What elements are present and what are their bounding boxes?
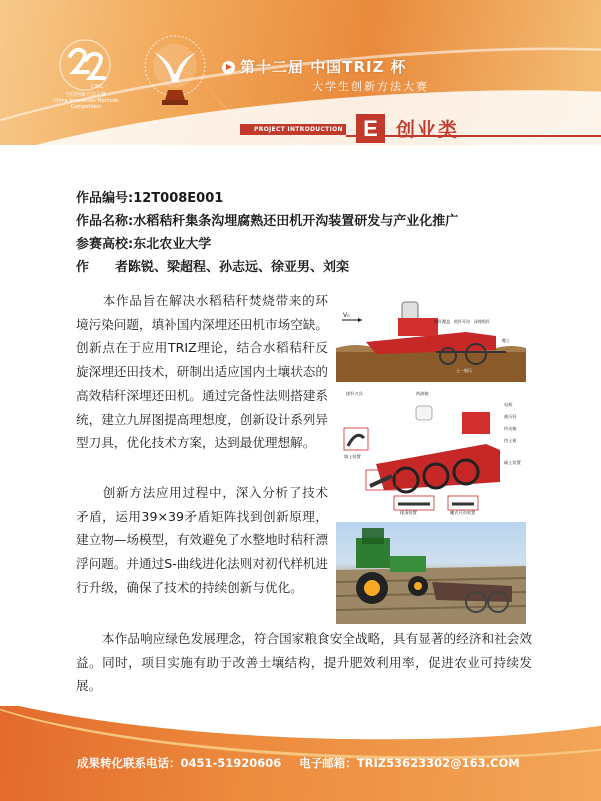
figure-component-diagram [336,386,526,516]
machine-schematic-drawing [336,292,526,382]
trophy-emblem [130,30,220,112]
author-label [76,256,134,279]
schematic-label: 秸秆覆盖 [434,319,450,324]
project-intro-bar [240,124,346,135]
email-label: 电子邮箱： [299,756,357,770]
component-label: 电瓶 [504,402,513,407]
component-label: 搓秆刀具 [346,391,363,396]
play-icon [222,61,235,74]
category-letter: E [356,114,385,143]
phone-label: 成果转化联系电话： [77,756,181,770]
project-id-label: 作品编号: [76,191,134,206]
schematic-label: 深埋秸秆 [474,319,490,324]
component-label: 排清装置 [400,510,417,515]
paragraph-method [76,481,328,600]
component-label: 挡土板 [504,438,517,443]
competition-logo [58,38,112,92]
paragraph-intro [76,289,328,455]
project-name-label: 作品名称: [76,214,134,229]
component-diagram-drawing [336,386,526,516]
author-row [76,256,556,279]
school-value: 东北农业大学 [133,237,212,252]
school-row [76,233,556,256]
paragraph-benefit [76,627,532,698]
component-label: 液压杆 [504,414,517,419]
project-id-row [76,187,556,210]
component-label: 破土装置 [504,460,521,465]
competition-title: 第十二届 中国TRIZ 杯 [240,58,407,76]
phone-number: 0451-51920606 [180,756,282,770]
component-label: 传动箱 [504,426,517,431]
project-info [76,187,556,279]
paragraph-benefit-text: 本作品响应绿色发展理念，符合国家粮食安全战略，具有显著的经济和社会效益。同时，项目实施有助于改善土壤结构，提升肥效利用率，促进农业可持续发展。 [76,631,532,694]
author-label-b: 者: [115,260,134,275]
project-name-value: 水稻秸秆集条沟埋腐熟还田机开沟装置研发与产业化推广 [133,214,459,229]
schematic-label: 覆土 [502,338,510,343]
schematic-label: 土一镇压 [456,368,472,373]
figure-field-photo [336,522,526,624]
velocity-label: V₀ [343,312,350,319]
component-label: 填土装置 [344,454,361,459]
project-intro-label: PROJECT INTRODUCTION [254,126,343,133]
paragraph-intro-text: 本作品旨在解决水稻秸秆焚烧带来的环境污染问题，填补国内深埋还田机市场空缺。创新点在于应用TRIZ理论，结合水稻秸秆反旋深埋还田技术，研制出适应国内土壤状态的高效秸秆深埋还田机。通过完备性法则搭建系统，建立九屏图提高理想度，创新设计系列异型刀具，优化技术方案，达到最优理想解。 [76,293,328,451]
competition-subtitle: 大学生创新方法大赛 [312,80,429,93]
schematic-label: 秸秆开沟 [454,319,470,324]
email-address: TRIZ53623302@163.COM [356,756,520,770]
contact-line [77,755,520,771]
component-label: 螺式开沟装置 [450,510,476,515]
project-name-row [76,210,556,233]
author-value: 陈锐、梁超程、孙志远、徐亚男、刘栾 [128,260,350,275]
component-label: 药液箱 [416,391,429,396]
project-id-value: 12T008E001 [133,191,224,206]
logo-caption: 中国创新方法大赛 China Innovation Methods Competition [53,92,119,110]
school-label: 参赛高校: [76,237,134,252]
paragraph-method-text: 创新方法应用过程中，深入分析了技术矛盾，运用39×39矛盾矩阵找到创新原理，建立物—场模型，有效避免了水整地时秸秆漂浮问题。并通过S-曲线进化法则对初代样机进行升级，确保了技术的持续创新与优化。 [76,485,328,595]
figure-machine-schematic [336,292,526,382]
svg-text:CIMC: CIMC [91,84,104,90]
author-label-a: 作 [76,260,90,275]
footer-banner [0,706,601,801]
category-title: 创业类 [396,119,460,141]
tractor-photo [336,522,526,624]
